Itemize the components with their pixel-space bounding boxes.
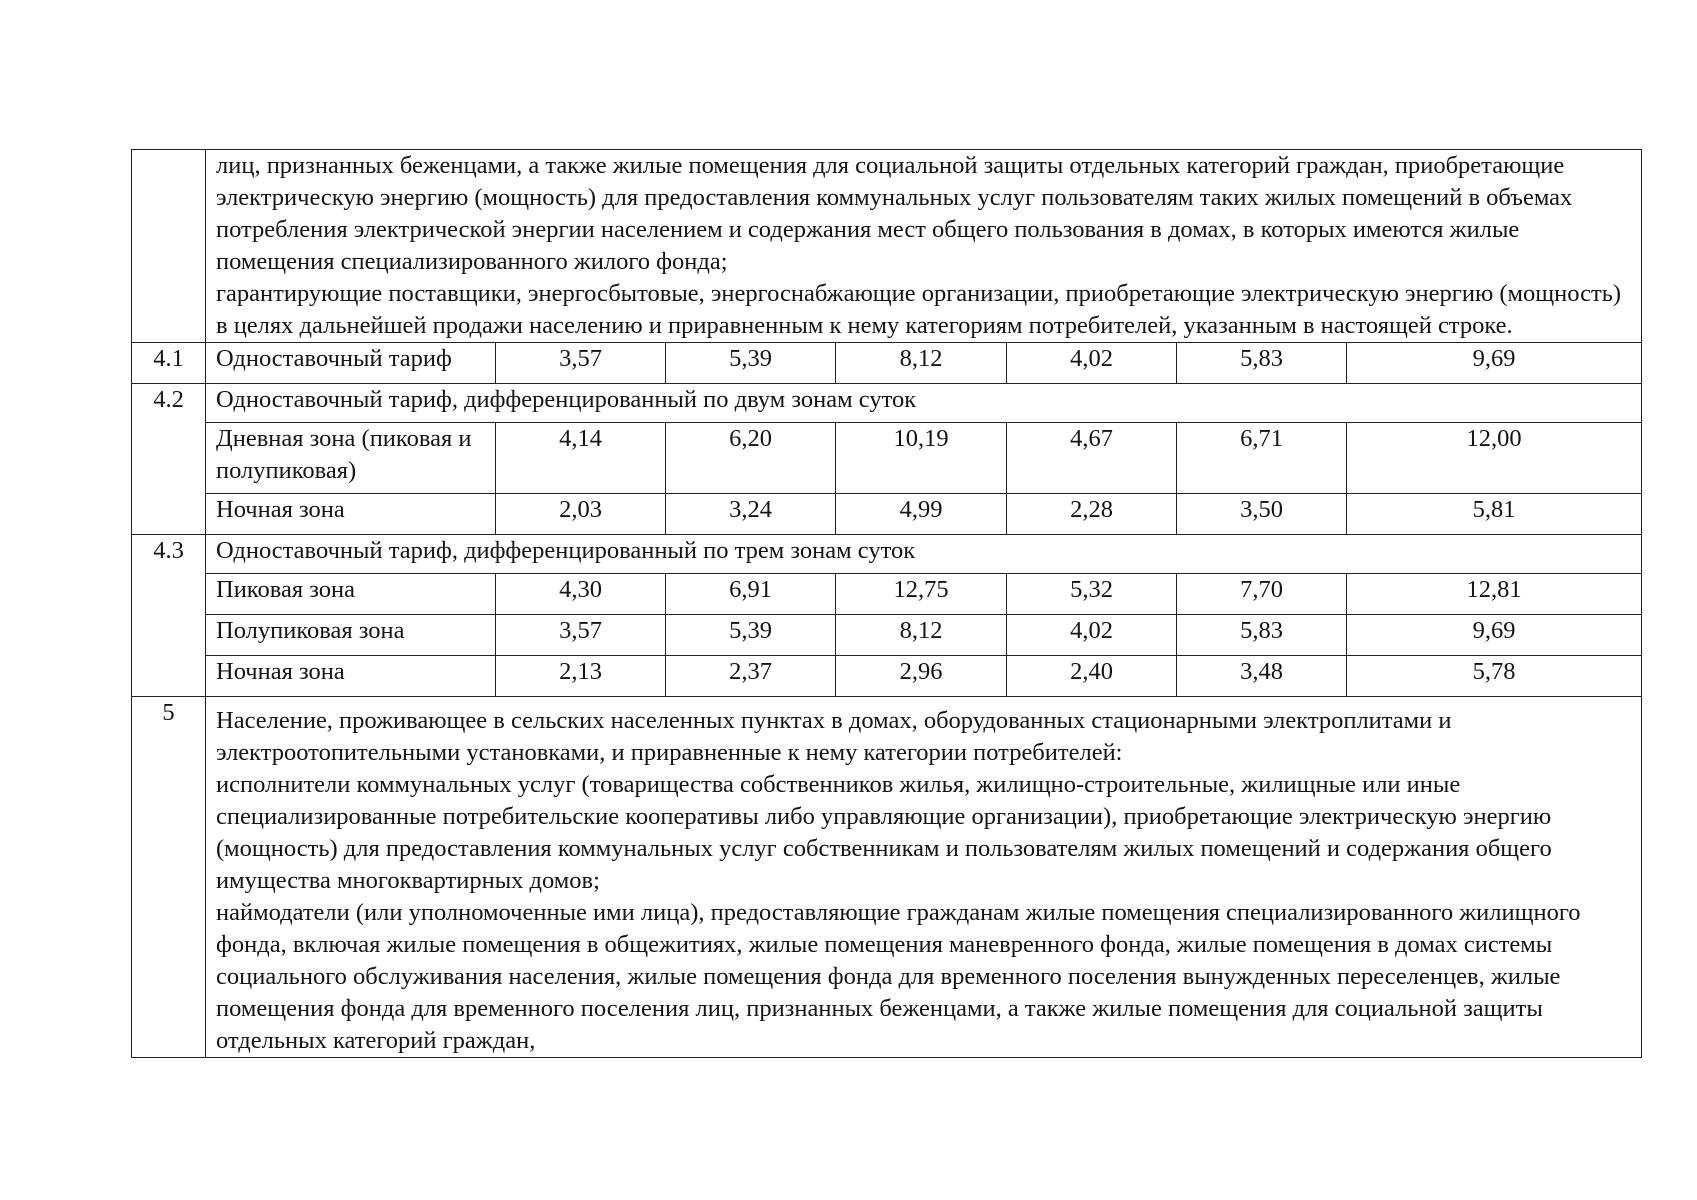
tariff-value: 4,02 <box>1007 343 1177 384</box>
tariff-value: 5,83 <box>1177 343 1347 384</box>
row-description <box>206 150 1642 343</box>
row-label: Одноставочный тариф <box>206 343 496 384</box>
tariff-value: 4,14 <box>496 423 666 494</box>
paragraph: наймодатели (или уполномоченные ими лица), предоставляющие гражданам жилые помещения специализированного жилищного фонда, включая жилые помещения в общежитиях, жилые помещения маневренного фонда, жилые помещения в домах системы социального обслуживания населения, жилые помещения фонда для временного поселения вынужденных переселенцев, жилые помещения фонда для временного поселения лиц, признанных беженцами, а также жилые помещения для социальной защиты отдельных категорий граждан, <box>216 899 1581 1054</box>
zone-label: Пиковая зона <box>206 574 496 615</box>
table-row-4-2-night <box>132 494 1642 535</box>
tariff-value: 6,20 <box>666 423 836 494</box>
tariff-value: 2,13 <box>496 656 666 697</box>
zone-label: Ночная зона <box>206 656 496 697</box>
row-header: Одноставочный тариф, дифференцированный по трем зонам суток <box>206 535 1642 574</box>
table-row-4-2-header <box>132 384 1642 423</box>
tariff-value: 5,83 <box>1177 615 1347 656</box>
table-row-4-2-day <box>132 423 1642 494</box>
table-row-4-1 <box>132 343 1642 384</box>
tariff-value: 3,57 <box>496 343 666 384</box>
tariff-value: 4,67 <box>1007 423 1177 494</box>
row-number: 4.1 <box>132 343 206 384</box>
tariff-value: 8,12 <box>836 343 1007 384</box>
tariff-value: 12,00 <box>1347 423 1642 494</box>
tariff-value: 12,81 <box>1347 574 1642 615</box>
row-header: Одноставочный тариф, дифференцированный по двум зонам суток <box>206 384 1642 423</box>
zone-label: Полупиковая зона <box>206 615 496 656</box>
tariff-value: 12,75 <box>836 574 1007 615</box>
table-row-4-3-half-peak <box>132 615 1642 656</box>
row-number: 5 <box>132 697 206 1058</box>
tariff-table <box>131 149 1642 1058</box>
row-number: 4.2 <box>132 384 206 535</box>
tariff-value: 2,28 <box>1007 494 1177 535</box>
table-row-5 <box>132 697 1642 1058</box>
tariff-value: 5,81 <box>1347 494 1642 535</box>
row-description <box>206 697 1642 1058</box>
tariff-value: 10,19 <box>836 423 1007 494</box>
row-number <box>132 150 206 343</box>
tariff-value: 6,91 <box>666 574 836 615</box>
tariff-value: 3,48 <box>1177 656 1347 697</box>
tariff-value: 5,39 <box>666 343 836 384</box>
zone-label: Дневная зона (пиковая и полупиковая) <box>206 423 496 494</box>
tariff-value: 9,69 <box>1347 343 1642 384</box>
tariff-value: 8,12 <box>836 615 1007 656</box>
tariff-value: 3,24 <box>666 494 836 535</box>
zone-label: Ночная зона <box>206 494 496 535</box>
tariff-value: 2,03 <box>496 494 666 535</box>
tariff-value: 2,96 <box>836 656 1007 697</box>
tariff-value: 5,39 <box>666 615 836 656</box>
tariff-value: 6,71 <box>1177 423 1347 494</box>
tariff-value: 5,32 <box>1007 574 1177 615</box>
tariff-value: 4,99 <box>836 494 1007 535</box>
tariff-value: 2,40 <box>1007 656 1177 697</box>
table-row-4-3-header <box>132 535 1642 574</box>
paragraph: гарантирующие поставщики, энергосбытовые, энергоснабжающие организации, приобретающие электрическую энергию (мощность) в целях дальнейшей продажи населению и приравненным к нему категориям потребителей, указанным в настоящей строке. <box>216 280 1622 339</box>
tariff-value: 2,37 <box>666 656 836 697</box>
paragraph: исполнители коммунальных услуг (товарищества собственников жилья, жилищно-строительные, жилищные или иные специализированные потребительские кооперативы либо управляющие организации), приобретающие электрическую энергию (мощность) для предоставления коммунальных услуг собственникам и пользователям жилых помещений и содержания общего имущества многоквартирных домов; <box>216 771 1552 894</box>
tariff-value: 5,78 <box>1347 656 1642 697</box>
table-row-4-3-night <box>132 656 1642 697</box>
tariff-value: 4,30 <box>496 574 666 615</box>
tariff-value: 9,69 <box>1347 615 1642 656</box>
tariff-value: 3,57 <box>496 615 666 656</box>
paragraph: Население, проживающее в сельских населенных пунктах в домах, оборудованных стационарными электроплитами и электроотопительными установками, и приравненные к нему категории потребителей: <box>216 707 1452 766</box>
table-row-4-3-peak <box>132 574 1642 615</box>
table-row-continuation <box>132 150 1642 343</box>
row-number: 4.3 <box>132 535 206 697</box>
tariff-value: 4,02 <box>1007 615 1177 656</box>
paragraph: лиц, признанных беженцами, а также жилые помещения для социальной защиты отдельных категорий граждан, приобретающие электрическую энергию (мощность) для предоставления коммунальных услуг пользователям таких жилых помещений в объемах потребления электрической энергии населением и содержания мест общего пользования в домах, в которых имеются жилые помещения специализированного жилого фонда; <box>216 152 1573 275</box>
tariff-value: 7,70 <box>1177 574 1347 615</box>
tariff-value: 3,50 <box>1177 494 1347 535</box>
